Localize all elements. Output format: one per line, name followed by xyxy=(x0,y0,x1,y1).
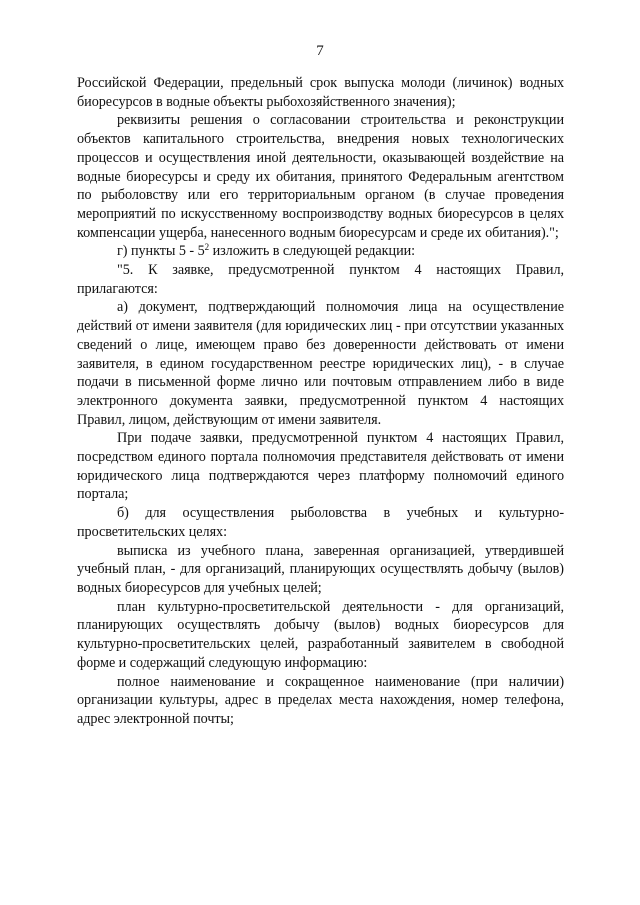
paragraph-clause-5: "5. К заявке, предусмотренной пунктом 4 настоящих Правил, прилагаются: xyxy=(77,262,564,297)
paragraph-continuation: Российской Федерации, предельный срок выпуска молоди (личинок) водных биоресурсов в водные объекты рыбохозяйственного значения); xyxy=(77,75,564,110)
paragraph-organization-info: полное наименование и сокращенное наименование (при наличии) организации культуры, адрес в пределах места нахождения, номер телефона, адрес электронной почты; xyxy=(77,673,564,727)
amendment-text-before: г) пункты 5 - 5 xyxy=(117,243,205,260)
paragraph-curriculum-extract: выписка из учебного плана, заверенная организацией, утвердившей учебный план, - для организаций, планирующих осуществлять добычу (вылов) водных биоресурсов для учебных целей; xyxy=(77,542,564,596)
paragraph-subclause-a: а) документ, подтверждающий полномочия лица на осуществление действий от имени заявителя (для юридических лиц - при отсутствии указанных сведений о лице, имеющем право без доверенности действовать от имени заявителя, в едином государственном реестре юридических лиц), - в случае подачи в письменной форме лично или почтовым отправлением либо в виде электронного документа заявки, предусмотренной пунктом 4 настоящих Правил, лицом, действующим от имени заявителя. xyxy=(77,299,564,428)
paragraph-decision-details: реквизиты решения о согласовании строительства и реконструкции объектов капитального строительства, внедрения новых технологических процессов и осуществления иной деятельности, оказывающей воздействие на водные биоресурсы и среду их обитания, принятого Федеральным агентством по рыболовству или его территориальным органом (в случае проведения мероприятий по искусственному воспроизводству водных биоресурсов в целях компенсации ущерба, нанесенного водным биоресурсам и среде их обитания)."; xyxy=(77,112,564,241)
amendment-text-after: изложить в следующей редакции: xyxy=(209,243,416,260)
amendment-superscript: 2 xyxy=(204,242,210,253)
paragraph-portal-submission: При подаче заявки, предусмотренной пунктом 4 настоящих Правил, посредством единого портала полномочия представителя действовать от имени юридического лица подтверждаются через платформу полномочий единого портала; xyxy=(77,430,564,503)
paragraph-cultural-plan: план культурно-просветительской деятельности - для организаций, планирующих осуществлять добычу (вылов) водных биоресурсов для культурно-просветительских целей, разработанный заявителем в свободной форме и содержащий следующую информацию: xyxy=(77,598,564,671)
paragraph-amendment-g xyxy=(77,242,564,261)
paragraph-subclause-b: б) для осуществления рыболовства в учебных и культурно-просветительских целях: xyxy=(77,505,564,540)
page-number: 7 xyxy=(316,43,324,59)
document-body xyxy=(77,74,564,729)
